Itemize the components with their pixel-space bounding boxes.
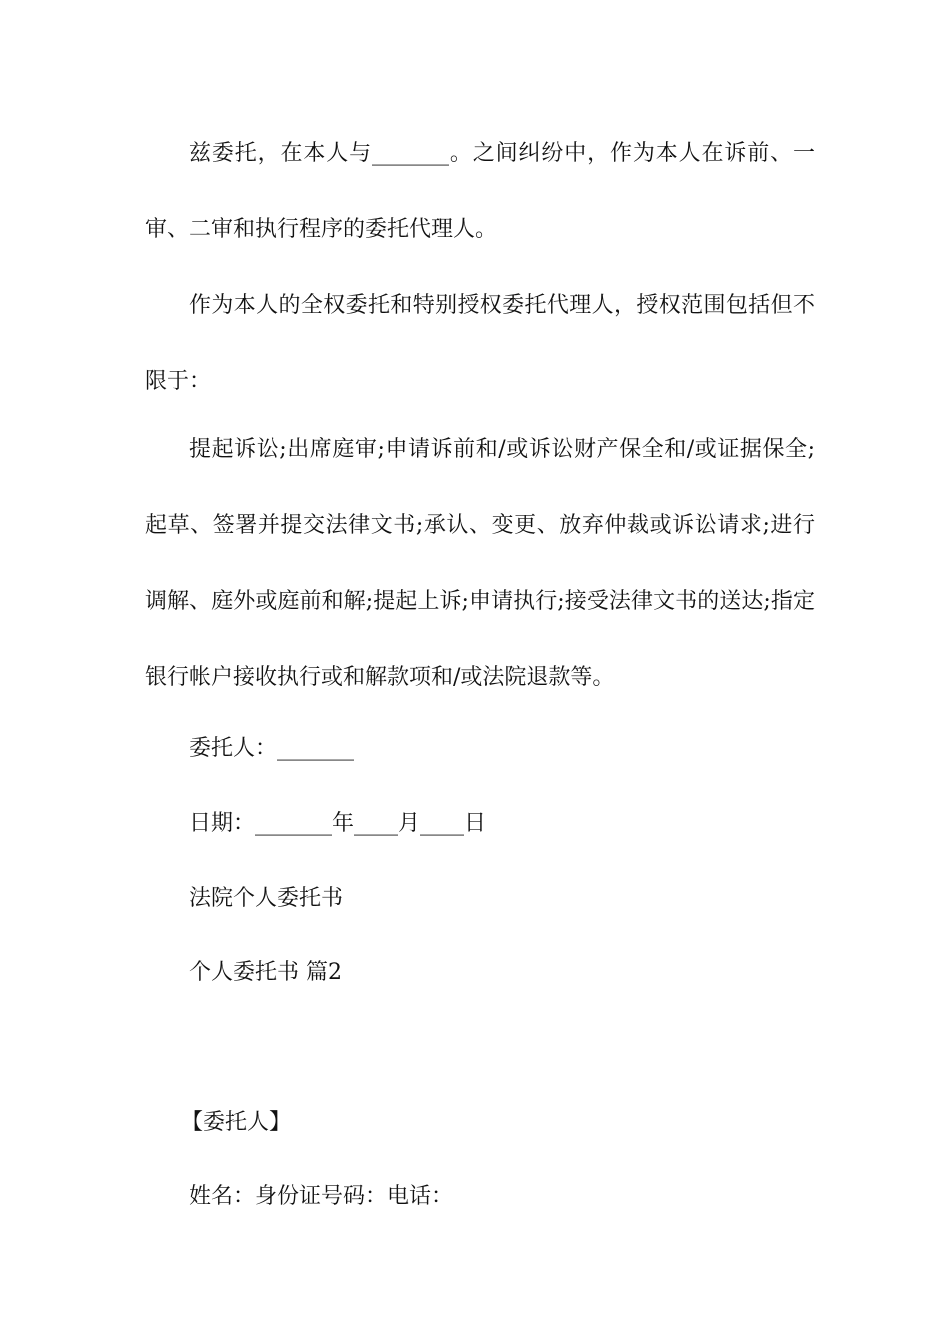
principal-signature-field: 委托人：_______ <box>189 736 355 761</box>
court-title: 法院个人委托书 <box>189 886 344 911</box>
section-title: 个人委托书 篇2 <box>189 960 342 985</box>
principal-info-line: 姓名：身份证号码：电话： <box>189 1184 454 1209</box>
principal-heading: 【委托人】 <box>181 1110 292 1135</box>
date-field: 日期：_______年____月____日 <box>189 811 487 836</box>
paragraph-authorized-matters: 提起诉讼;出席庭审;申请诉前和/或诉讼财产保全和/或证据保全;起草、签署并提交法律文书;承认、变更、放弃仲裁或诉讼请求;进行调解、庭外或庭前和解;提起上诉;申请执行;接受法律文书的送达;指定银行帐户接收执行或和解款项和/或法院退款等。 <box>145 437 815 690</box>
paragraph-delegation: 兹委托，在本人与_______。之间纠纷中，作为本人在诉前、一审、二审和执行程序的委托代理人。 <box>145 141 815 242</box>
paragraph-authorization-scope: 作为本人的全权委托和特别授权委托代理人，授权范围包括但不限于： <box>145 293 815 394</box>
